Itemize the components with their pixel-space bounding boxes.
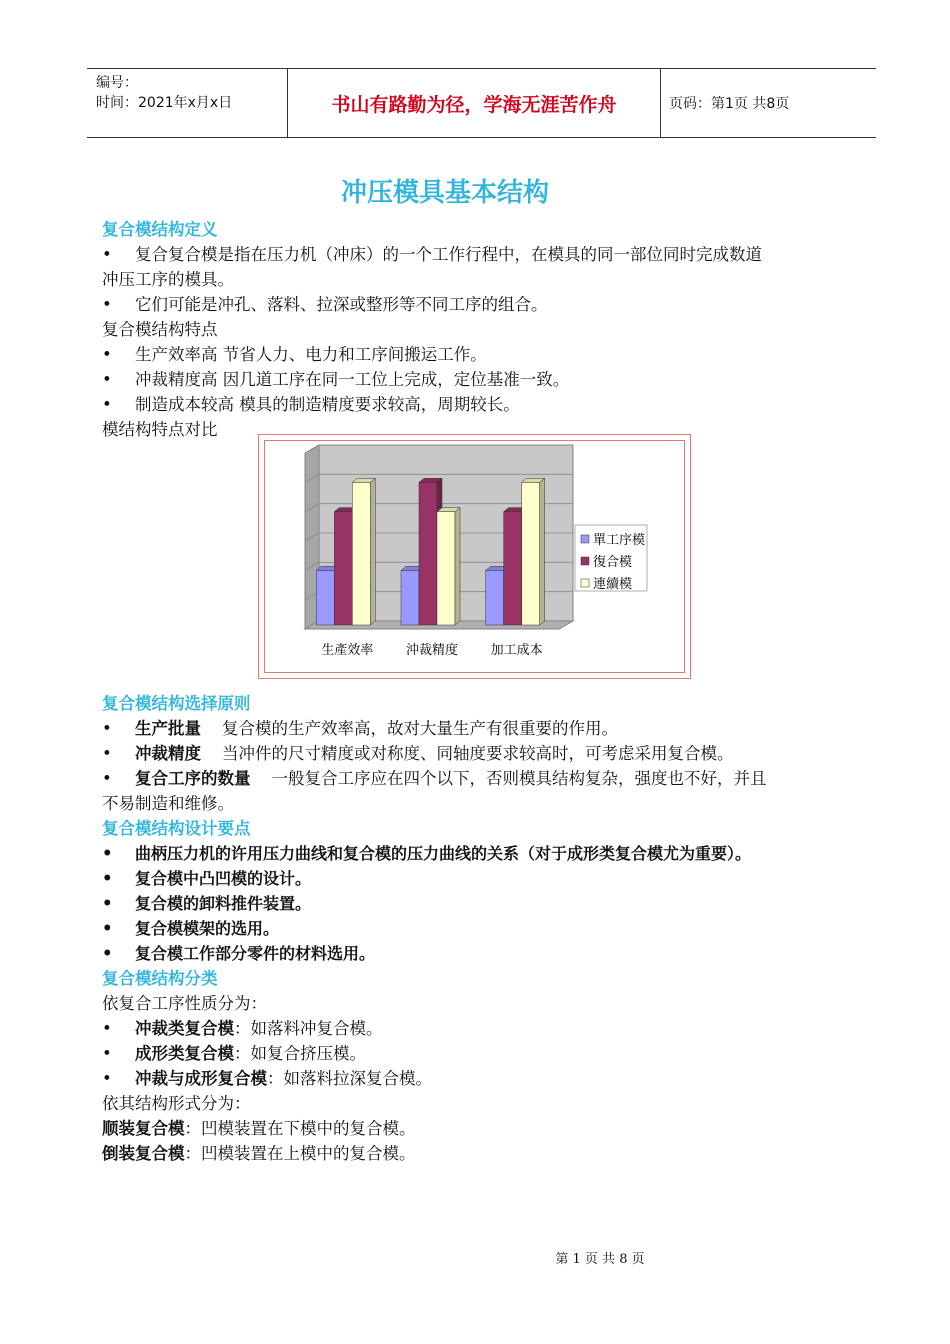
bullet: •: [102, 919, 113, 938]
legend-label: 連續模: [593, 577, 633, 592]
class-text: ：如落料冲复合模。: [234, 1019, 383, 1038]
bullet: •: [102, 395, 112, 414]
feature-item: 制造成本较高 模具的制造精度要求较高，周期较长。: [135, 395, 520, 414]
design-item: 复合模的卸料推件装置。: [135, 894, 312, 913]
bar-chart: [265, 441, 684, 672]
principle-text: 一般复合工序应在四个以下，否则模具结构复杂，强度也不好，并且: [271, 769, 767, 788]
bullet: •: [102, 370, 112, 389]
principle-text: 当冲件的尺寸精度或对称度、同轴度要求较高时，可考虑采用复合模。: [221, 744, 734, 763]
design-item: 曲柄压力机的许用压力曲线和复合模的压力曲线的关系（对于成形类复合模尤为重要）。: [135, 844, 752, 863]
principle-term: 冲裁精度: [135, 744, 201, 763]
class-text: ：如落料拉深复合模。: [267, 1069, 432, 1088]
document-title: 冲压模具基本结构: [340, 178, 549, 208]
principle-item: [135, 744, 733, 764]
bullet: •: [102, 894, 113, 913]
bullet: •: [102, 769, 112, 788]
chart-area: [264, 440, 685, 673]
class-term: 冲裁类复合模: [135, 1019, 234, 1038]
legend-swatch: [581, 535, 589, 543]
chart-caption: 模结构特点对比: [102, 420, 218, 439]
bullet: •: [102, 245, 112, 264]
class-text: ：凹模装置在下模中的复合模。: [184, 1119, 416, 1138]
subheading: 复合模结构特点: [102, 320, 218, 339]
header-motto: 书山有路勤为径，学海无涯苦作舟: [331, 93, 617, 116]
section-heading: 复合模结构选择原则: [102, 694, 251, 713]
class-item: [102, 1119, 416, 1139]
footer-page-number: 第 1 页 共 8 页: [555, 1252, 645, 1267]
number-label: 编号：: [96, 75, 138, 91]
principle-item: [135, 769, 766, 789]
principle-term: 生产批量: [135, 719, 201, 738]
bullet: •: [102, 744, 112, 763]
chart-frame: [258, 434, 691, 679]
legend-label: 復合模: [593, 555, 633, 570]
bullet: •: [102, 1019, 112, 1038]
class-item: [102, 1144, 416, 1164]
x-tick-label: 生產效率: [321, 643, 374, 658]
class-item: [135, 1044, 366, 1064]
header-left-cell: [87, 69, 287, 137]
bar: [504, 512, 522, 625]
bullet: •: [102, 295, 112, 314]
legend-swatch: [581, 557, 589, 565]
class-term: 顺装复合模: [102, 1119, 185, 1138]
bullet: •: [102, 844, 113, 863]
principle-item: [135, 719, 618, 739]
bar-side: [455, 508, 460, 625]
class-term: 冲裁与成形复合模: [135, 1069, 267, 1088]
section-heading: 复合模结构定义: [102, 220, 218, 239]
paragraph-line: 冲压工序的模具。: [102, 270, 234, 289]
bar: [352, 482, 370, 625]
bar: [486, 570, 504, 625]
bullet: •: [102, 1044, 112, 1063]
x-tick-label: 加工成本: [490, 643, 543, 658]
paragraph-line: 复合复合模是指在压力机（冲床）的一个工作行程中，在模具的同一部位同时完成数道: [135, 245, 762, 264]
class-term: 成形类复合模: [135, 1044, 234, 1063]
bullet: •: [102, 719, 112, 738]
class-term: 倒装复合模: [102, 1144, 185, 1163]
header-divider: [660, 69, 661, 137]
paragraph-line: 它们可能是冲孔、落料、拉深或整形等不同工序的组合。: [135, 295, 548, 314]
bar-side: [540, 478, 545, 625]
bullet: •: [102, 869, 113, 888]
bar: [419, 482, 437, 625]
section-heading: 复合模结构分类: [102, 969, 218, 988]
design-item: 复合模模架的选用。: [135, 919, 280, 938]
class-item: [135, 1069, 432, 1089]
x-tick-label: 沖裁精度: [405, 643, 459, 658]
page-header: [87, 68, 876, 138]
bullet: •: [102, 1069, 112, 1088]
page-footer: [0, 1248, 950, 1267]
feature-item: 生产效率高 节省人力、电力和工序间搬运工作。: [135, 345, 487, 364]
paragraph-line: 不易制造和维修。: [102, 794, 234, 813]
bar: [401, 570, 419, 625]
design-item: 复合模中凸凹模的设计。: [135, 869, 312, 888]
feature-item: 冲裁精度高 因几道工序在同一工位上完成，定位基准一致。: [135, 370, 570, 389]
bar: [334, 512, 352, 625]
legend-swatch: [581, 579, 589, 587]
principle-text: 复合模的生产效率高，故对大量生产有很重要的作用。: [221, 719, 618, 738]
design-item: 复合模工作部分零件的材料选用。: [135, 944, 376, 963]
class-text: ：凹模装置在上模中的复合模。: [184, 1144, 416, 1163]
legend-label: 單工序模: [593, 533, 646, 548]
bar: [316, 570, 334, 625]
class-text: ：如复合挤压模。: [234, 1044, 366, 1063]
bar: [522, 482, 540, 625]
bar: [437, 512, 455, 625]
paragraph-line: 依复合工序性质分为：: [102, 994, 267, 1013]
section-heading: 复合模结构设计要点: [102, 819, 251, 838]
header-page-label: 页码：第1页 共8页: [669, 96, 790, 112]
bar-side: [370, 478, 375, 625]
bullet: •: [102, 944, 113, 963]
paragraph-line: 依其结构形式分为：: [102, 1094, 251, 1113]
class-item: [135, 1019, 383, 1039]
time-label: 时间：2021年x月x日: [96, 95, 233, 111]
bullet: •: [102, 345, 112, 364]
principle-term: 复合工序的数量: [135, 769, 251, 788]
